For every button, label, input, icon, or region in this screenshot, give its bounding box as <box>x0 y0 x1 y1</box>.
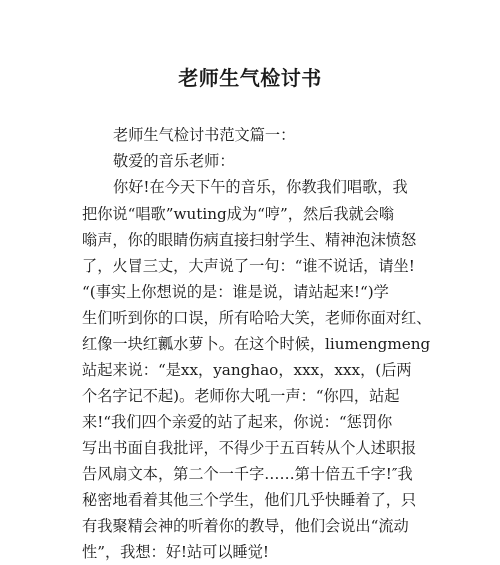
paragraph-line: 生们听到你的口误，所有哈哈大笑，老师你面对红、 <box>82 309 432 327</box>
paragraph-line: 你好!在今天下午的音乐，你教我们唱歌，我 <box>113 178 408 196</box>
paragraph-line: 了，火冒三丈，大声说了一句：“谁不说话，请坐! <box>82 257 415 275</box>
paragraph-line: 红像一块红瓤水萝卜。在这个时候，liumengmeng <box>82 335 431 353</box>
paragraph-line: 有我聚精会神的听着你的教导，他们会说出“流动 <box>82 517 409 535</box>
paragraph-line: “(事实上你想说的是：谁是说，请站起来!“)学 <box>82 283 389 301</box>
paragraph-line: 来!“我们四个亲爱的站了起来，你说：“惩罚你 <box>82 413 393 431</box>
paragraph-line: 把你说“唱歌”wuting成为“哼”，然后我就会嗡 <box>82 205 395 223</box>
paragraph-line: 写出书面自我批评，不得少于五百转从个人述职报 <box>82 439 417 457</box>
paragraph-line: 个名字记不起)。老师你大吼一声：“你四，站起 <box>82 387 400 405</box>
paragraph-line: 敬爱的音乐老师： <box>113 152 235 170</box>
paragraph-line: 站起来说：“是xx，yanghao，xxx，xxx，(后两 <box>82 361 412 379</box>
paragraph-line: 告风扇文本，第二个一千字……第十倍五千字!″我 <box>82 465 413 483</box>
paragraph-line: 性”，我想：好!站可以睡觉! <box>82 543 270 561</box>
paragraph-line: 秘密地看着其他三个学生，他们几乎快睡着了，只 <box>82 491 417 509</box>
paragraph-line: 老师生气检讨书范文篇一： <box>113 126 296 144</box>
paragraph-line: 嗡声，你的眼睛伤病直接扫射学生、精神泡沫愤怒 <box>82 231 417 249</box>
document-title: 老师生气检讨书 <box>178 66 322 90</box>
